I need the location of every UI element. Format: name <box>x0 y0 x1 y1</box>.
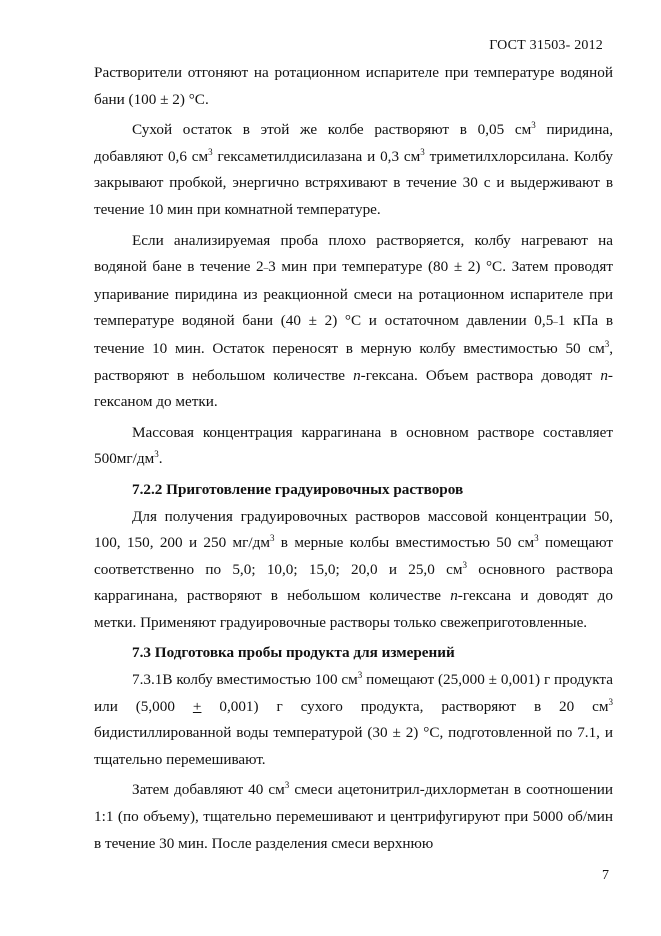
paragraph-solvent-distillation: Растворители отгоняют на ротационном испарителе при температуре водяной бани (100 ± 2) °С. <box>94 64 613 108</box>
document-header: ГОСТ 31503- 2012 <box>489 38 603 53</box>
paragraph-mass-concentration: Массовая концентрация каррагинана в основном растворе составляет $500мг/дм^3$. <box>94 423 613 468</box>
paragraph-calibration-solutions: Для получения градуировочных растворов массовой концентрации 50, 100, 150, 200 и 250 $мг/дм^3$ в мерные колбы вместимостью 50 $см^3$ помещают соответственно по 5,0; 10,0; 15,0; 20,0 и 25,0 $см^3$ основного раствора каррагинана, растворяют в небольшом количестве n-гексана и доводят до метки. Применяют градуировочные растворы только свежеприготовленные. <box>94 507 614 631</box>
section-heading-7-2-2: 7.2.2 Приготовление градуировочных растворов <box>132 480 464 498</box>
paragraph-add-mixture: Затем добавляют 40 $см^3$ смеси ацетонитрил-дихлорметан в соотношении 1:1 (по объему), тщательно перемешивают и центрифугируют при 5000 об/мин в течение 30 мин. После разделения смеси верхнюю <box>94 780 614 852</box>
paragraph-dry-residue: Сухой остаток в этой же колбе растворяют в 0,05 $см^3$ пиридина, добавляют 0,6 $см^3$ гексаметилдисилазана и 0,3 $см^3$ триметилхлорсилана. Колбу закрывают пробкой, энергично встряхивают в течение 30 с и выдерживают в течение 10 мин при комнатной температуре. <box>94 120 613 218</box>
paragraph-poor-dissolution: Если анализируемая проба плохо растворяется, колбу нагревают на водяной бане в течение 2–3 мин при температуре (80 ± 2) °С. Затем проводят упаривание пиридина из реакционной смеси на ротационном испарителе при температуре водяной бани (40 ± 2) °С и остаточном давлении 0,5–1 кПа в течение 10 мин. Остаток переносят в мерную колбу вместимостью 50 $см^3$, растворяют в небольшом количестве n-гексана. Объем раствора доводят n-гексаном до метки. <box>94 231 614 411</box>
page-number: 7 <box>602 868 609 883</box>
document-body <box>94 60 613 857</box>
paragraph-7-3-1: 7.3.1В колбу вместимостью 100 $см^3$ помещают (25,000 ± 0,001) г продукта или (5,000 + 0,001) г сухого продукта, растворяют в 20 $см^3$ бидистиллированной воды температурой (30 ± 2) °С, подготовленной по 7.1, и тщательно перемешивают. <box>94 670 613 768</box>
section-heading-7-3: 7.3 Подготовка пробы продукта для измерений <box>132 644 455 662</box>
